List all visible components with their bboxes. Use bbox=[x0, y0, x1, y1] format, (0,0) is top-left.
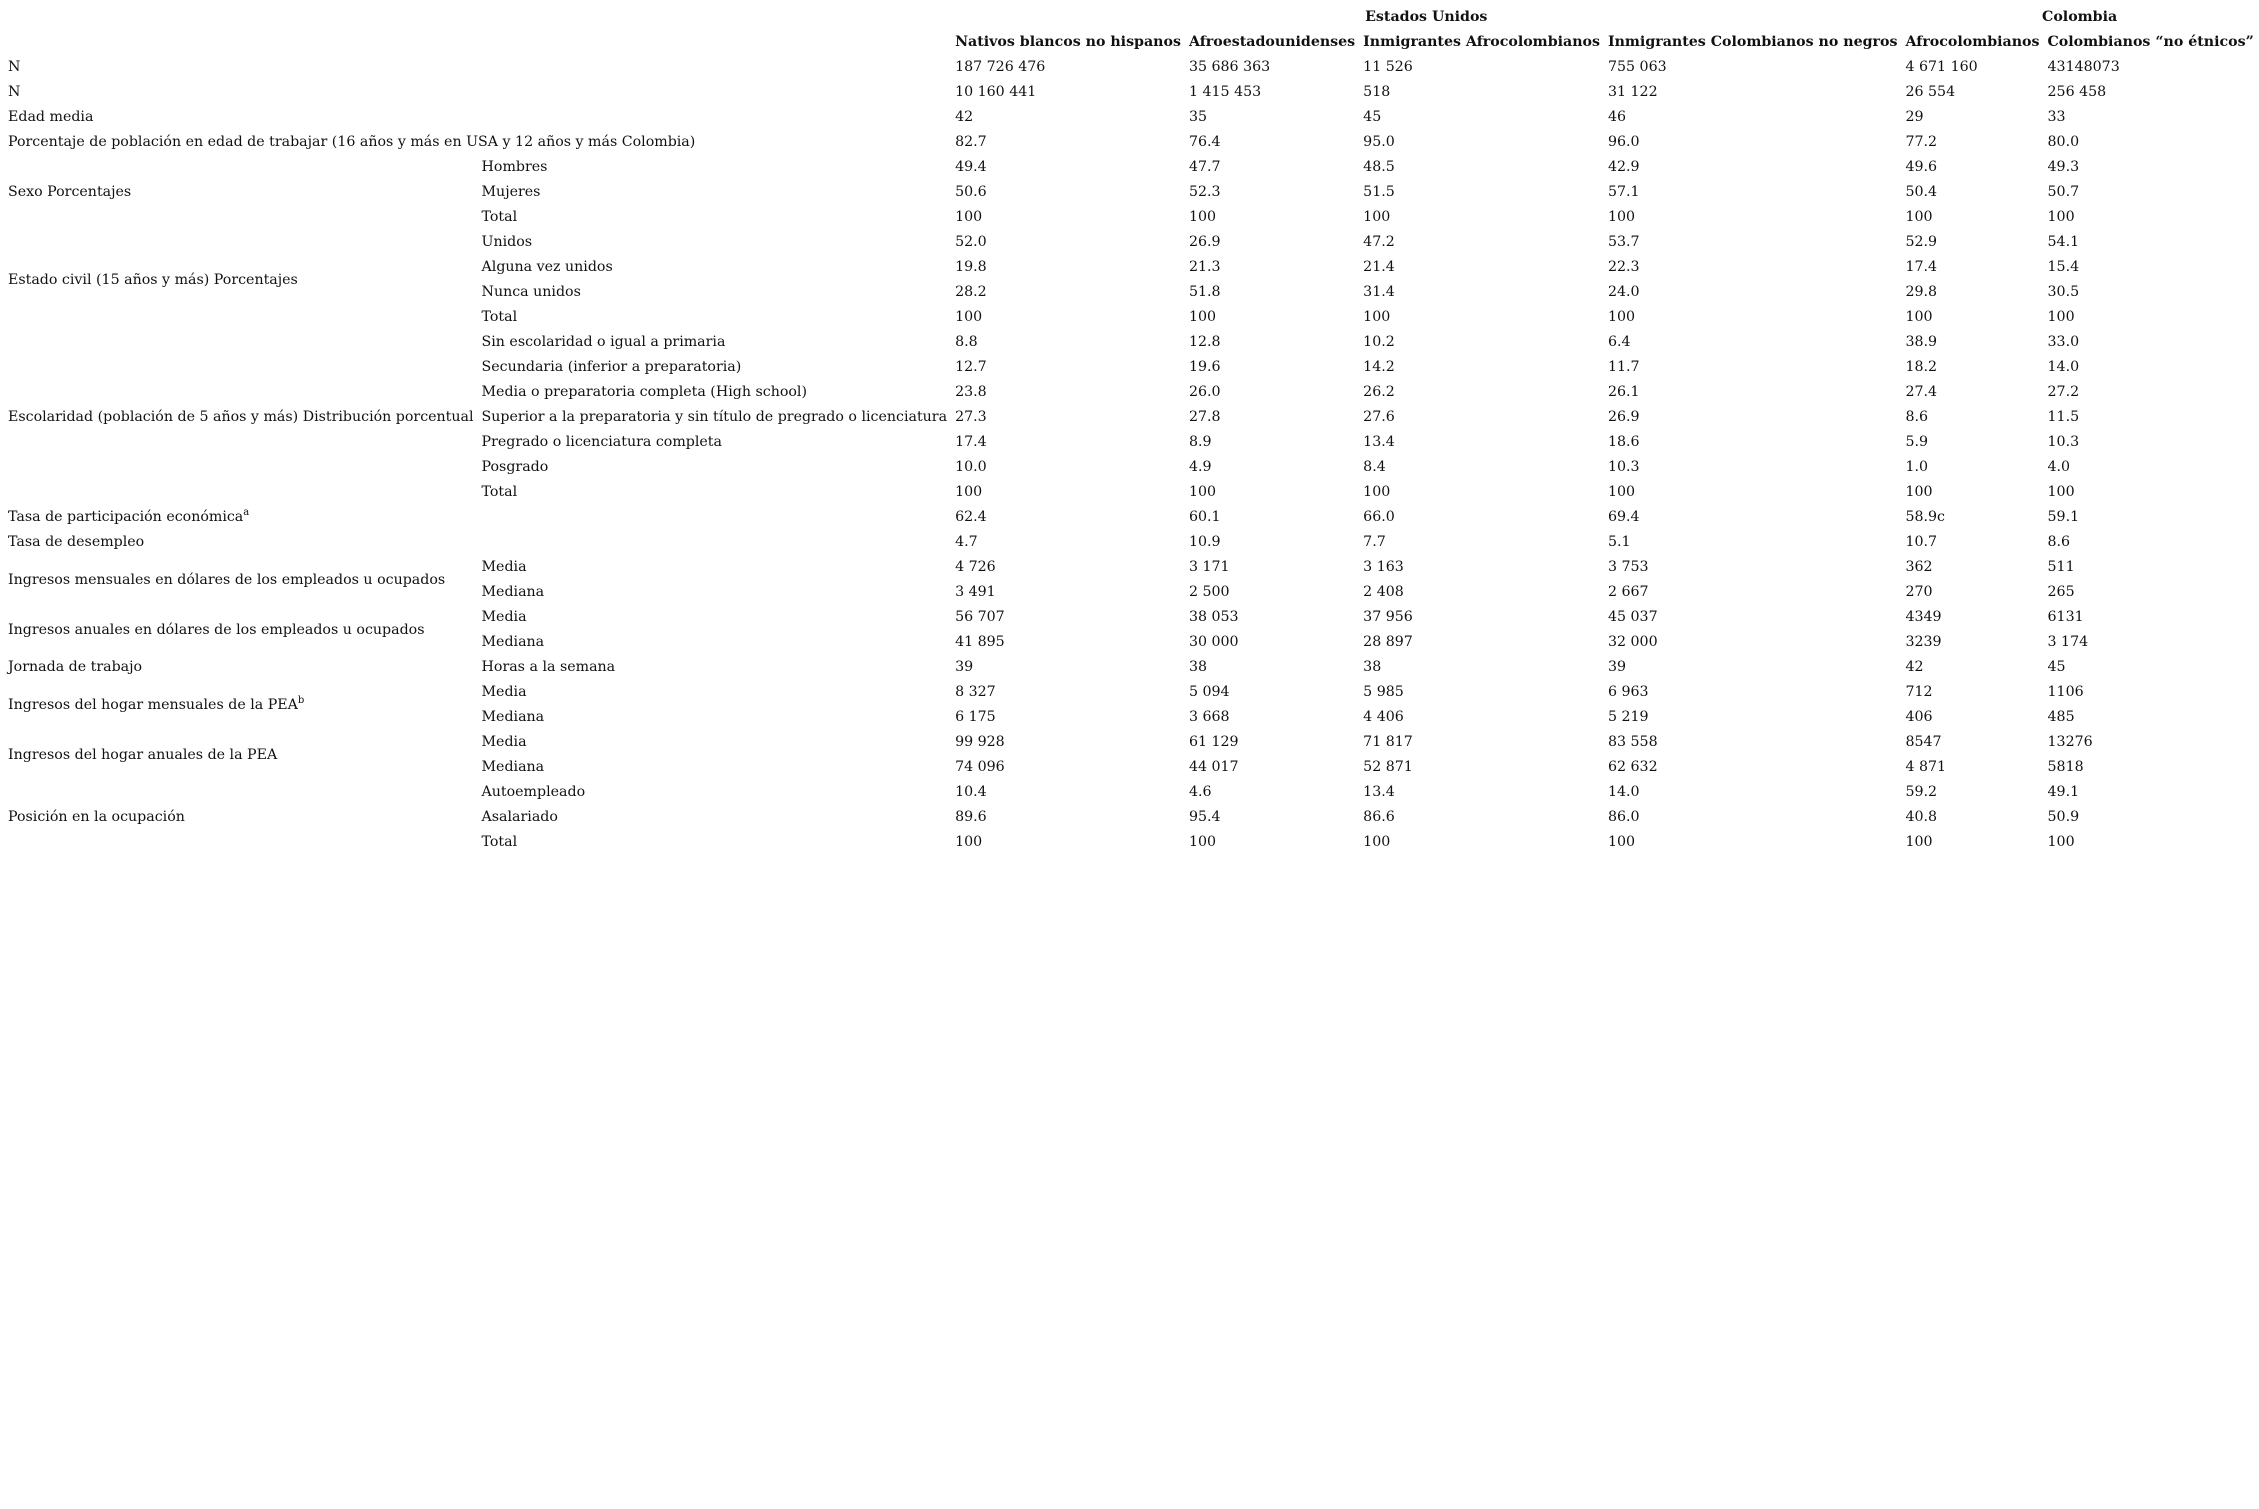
table-cell: 59.2 bbox=[1905, 784, 1938, 800]
table-row bbox=[5, 780, 2259, 805]
row-sublabel: Total bbox=[481, 484, 518, 500]
table-cell: 18.6 bbox=[1607, 434, 1640, 450]
row-label bbox=[5, 330, 479, 505]
table-cell: 44 017 bbox=[1188, 759, 1239, 775]
table-row bbox=[5, 655, 2259, 680]
table-cell: 4 406 bbox=[1363, 709, 1404, 725]
table-row bbox=[5, 80, 2259, 105]
table-cell: 21.3 bbox=[1188, 259, 1221, 275]
table-cell: 80.0 bbox=[2047, 134, 2080, 150]
table-cell: 100 bbox=[955, 834, 983, 850]
table-cell: 32 000 bbox=[1607, 634, 1658, 650]
row-label-text: Ingresos del hogar anuales de la PEA bbox=[8, 746, 278, 763]
table-cell: 28.2 bbox=[955, 284, 987, 300]
table-row bbox=[5, 530, 2259, 555]
table-cell: 8.6 bbox=[2047, 534, 2071, 550]
table-row bbox=[5, 155, 2259, 180]
table-cell: 30 000 bbox=[1188, 634, 1239, 650]
table-cell: 13.4 bbox=[1363, 434, 1395, 450]
table-cell: 41 895 bbox=[955, 634, 1005, 650]
row-sublabel: Mediana bbox=[481, 709, 545, 725]
table-cell: 50.9 bbox=[2047, 809, 2080, 825]
row-sublabel: Sin escolaridad o igual a primaria bbox=[481, 334, 726, 350]
table-cell: 15.4 bbox=[2047, 259, 2080, 275]
header-group-row bbox=[5, 5, 2259, 30]
table-cell: 49.3 bbox=[2047, 159, 2080, 175]
table-cell: 49.4 bbox=[955, 159, 987, 175]
table-cell: 42.9 bbox=[1607, 159, 1640, 175]
row-sublabel: Total bbox=[481, 834, 518, 850]
row-label bbox=[5, 105, 952, 130]
table-cell: 45 037 bbox=[1607, 609, 1658, 625]
table-cell: 6.4 bbox=[1607, 334, 1631, 350]
table-header bbox=[5, 5, 2259, 55]
row-label bbox=[5, 80, 952, 105]
row-sublabel: Mediana bbox=[481, 759, 545, 775]
row-sublabel: Nunca unidos bbox=[481, 284, 581, 300]
table-cell: 61 129 bbox=[1188, 734, 1239, 750]
table-cell: 35 686 363 bbox=[1188, 59, 1271, 75]
table-cell: 100 bbox=[1607, 834, 1636, 850]
table-cell: 11.7 bbox=[1607, 359, 1640, 375]
table-cell: 14.0 bbox=[2047, 359, 2080, 375]
table-cell: 77.2 bbox=[1905, 134, 1938, 150]
table-cell: 4 671 160 bbox=[1905, 59, 1978, 75]
table-cell: 8547 bbox=[1905, 734, 1942, 750]
table-cell: 100 bbox=[955, 484, 983, 500]
table-cell: 100 bbox=[1607, 309, 1636, 325]
table-cell: 60.1 bbox=[1188, 509, 1221, 525]
table-cell: 19.8 bbox=[955, 259, 987, 275]
table-cell: 31 122 bbox=[1607, 84, 1658, 100]
table-cell: 6131 bbox=[2047, 609, 2084, 625]
table-cell: 12.8 bbox=[1188, 334, 1221, 350]
row-sublabel: Horas a la semana bbox=[481, 659, 616, 675]
table-cell: 100 bbox=[1607, 209, 1636, 225]
table-cell: 712 bbox=[1905, 684, 1933, 700]
table-cell: 40.8 bbox=[1905, 809, 1938, 825]
table-cell: 100 bbox=[1905, 484, 1933, 500]
table-cell: 8.8 bbox=[955, 334, 978, 350]
row-label-text: Edad media bbox=[8, 109, 94, 125]
table-cell: 53.7 bbox=[1607, 234, 1640, 250]
row-sublabel: Alguna vez unidos bbox=[481, 259, 613, 275]
table-cell: 37 956 bbox=[1363, 609, 1413, 625]
table-cell: 96.0 bbox=[1607, 134, 1640, 150]
table-cell: 4.7 bbox=[955, 534, 978, 550]
table-cell: 52 871 bbox=[1363, 759, 1413, 775]
table-cell: 50.7 bbox=[2047, 184, 2080, 200]
table-row bbox=[5, 605, 2259, 630]
table-cell: 8 327 bbox=[955, 684, 996, 700]
table-cell: 33 bbox=[2047, 109, 2066, 125]
table-cell: 86.6 bbox=[1363, 809, 1395, 825]
table-cell: 23.8 bbox=[955, 384, 987, 400]
table-cell: 26.9 bbox=[1607, 409, 1640, 425]
table-cell: 62.4 bbox=[955, 509, 987, 525]
table-cell: 42 bbox=[955, 109, 974, 125]
table-cell: 27.2 bbox=[2047, 384, 2080, 400]
table-cell: 59.1 bbox=[2047, 509, 2080, 525]
row-sublabel: Media bbox=[481, 734, 527, 750]
row-label bbox=[5, 155, 479, 230]
table-cell: 47.2 bbox=[1363, 234, 1395, 250]
table-cell: 49.6 bbox=[1905, 159, 1938, 175]
row-label bbox=[5, 530, 952, 555]
table-cell: 8.4 bbox=[1363, 459, 1386, 475]
column-header: Inmigrantes Afrocolombianos bbox=[1363, 34, 1600, 50]
table-cell: 100 bbox=[1188, 834, 1217, 850]
table-cell: 11 526 bbox=[1363, 59, 1413, 75]
table-cell: 28 897 bbox=[1363, 634, 1413, 650]
table-cell: 52.9 bbox=[1905, 234, 1938, 250]
row-sublabel: Pregrado o licenciatura completa bbox=[481, 434, 722, 450]
header-empty-cell bbox=[479, 5, 953, 30]
table-cell: 56 707 bbox=[955, 609, 1005, 625]
table-cell: 3239 bbox=[1905, 634, 1942, 650]
row-sublabel: Secundaria (inferior a preparatoria) bbox=[481, 359, 742, 375]
table-row bbox=[5, 680, 2259, 705]
table-cell: 83 558 bbox=[1607, 734, 1658, 750]
table-cell: 99 928 bbox=[955, 734, 1005, 750]
row-sublabel: Total bbox=[481, 209, 518, 225]
table-cell: 24.0 bbox=[1607, 284, 1640, 300]
row-label bbox=[5, 230, 479, 330]
table-cell: 3 668 bbox=[1188, 709, 1230, 725]
row-sublabel: Posgrado bbox=[481, 459, 549, 475]
table-cell: 74 096 bbox=[955, 759, 1005, 775]
table-cell: 5 219 bbox=[1607, 709, 1649, 725]
table-cell: 100 bbox=[2047, 209, 2075, 225]
column-header: Nativos blancos no hispanos bbox=[955, 34, 1181, 50]
row-label-text: Tasa de desempleo bbox=[8, 534, 145, 550]
table-cell: 71 817 bbox=[1363, 734, 1413, 750]
table-cell: 45 bbox=[1363, 109, 1382, 125]
table-cell: 17.4 bbox=[955, 434, 987, 450]
row-label bbox=[5, 130, 952, 155]
table-cell: 12.7 bbox=[955, 359, 987, 375]
table-row bbox=[5, 230, 2259, 255]
table-cell: 31.4 bbox=[1363, 284, 1395, 300]
table-cell: 66.0 bbox=[1363, 509, 1395, 525]
table-cell: 10 160 441 bbox=[955, 84, 1037, 100]
table-cell: 38.9 bbox=[1905, 334, 1938, 350]
table-cell: 5 985 bbox=[1363, 684, 1404, 700]
table-cell: 50.4 bbox=[1905, 184, 1938, 200]
table-cell: 10.2 bbox=[1363, 334, 1395, 350]
table-cell: 38 bbox=[1363, 659, 1382, 675]
header-empty-cell bbox=[479, 30, 953, 55]
row-sublabel: Unidos bbox=[481, 234, 533, 250]
table-cell: 10.0 bbox=[955, 459, 987, 475]
table-cell: 5.1 bbox=[1607, 534, 1631, 550]
table-cell: 10.7 bbox=[1905, 534, 1938, 550]
column-header: Afroestadounidenses bbox=[1188, 34, 1356, 50]
row-label-text: Posición en la ocupación bbox=[8, 809, 185, 825]
row-label-text: Ingresos mensuales en dólares de los empleados u ocupados bbox=[8, 571, 446, 588]
header-empty-cell bbox=[5, 5, 479, 30]
table-cell: 100 bbox=[1905, 209, 1933, 225]
table-cell: 46 bbox=[1607, 109, 1627, 125]
table-cell: 100 bbox=[2047, 484, 2075, 500]
table-cell: 33.0 bbox=[2047, 334, 2080, 350]
table-row bbox=[5, 505, 2259, 530]
table-cell: 29 bbox=[1905, 109, 1924, 125]
row-label-text: Tasa de participación económica bbox=[8, 509, 244, 525]
footnote-marker: a bbox=[243, 507, 250, 518]
table-cell: 1106 bbox=[2047, 684, 2084, 700]
table-cell: 62 632 bbox=[1607, 759, 1658, 775]
table-cell: 100 bbox=[2047, 834, 2075, 850]
row-label-text: Ingresos del hogar mensuales de la PEA bbox=[8, 696, 298, 713]
table-cell: 43148073 bbox=[2047, 59, 2120, 75]
table-cell: 4.9 bbox=[1188, 459, 1212, 475]
table-cell: 100 bbox=[1188, 209, 1217, 225]
table-cell: 100 bbox=[1188, 309, 1217, 325]
table-cell: 6 963 bbox=[1607, 684, 1649, 700]
table-cell: 100 bbox=[1363, 309, 1391, 325]
table-cell: 27.3 bbox=[955, 409, 987, 425]
table-cell: 10.9 bbox=[1188, 534, 1221, 550]
table-cell: 50.6 bbox=[955, 184, 987, 200]
data-table bbox=[5, 5, 2259, 855]
row-sublabel: Media bbox=[481, 609, 527, 625]
table-cell: 95.4 bbox=[1188, 809, 1221, 825]
row-label bbox=[5, 505, 952, 530]
table-body bbox=[5, 55, 2259, 855]
table-cell: 5 094 bbox=[1188, 684, 1230, 700]
header-empty-cell bbox=[5, 30, 479, 55]
table-cell: 30.5 bbox=[2047, 284, 2080, 300]
table-cell: 26.2 bbox=[1363, 384, 1395, 400]
row-sublabel: Media bbox=[481, 684, 527, 700]
table-cell: 69.4 bbox=[1607, 509, 1640, 525]
row-sublabel: Total bbox=[481, 309, 518, 325]
header-group-colombia: Colombia bbox=[2042, 9, 2118, 25]
table-cell: 4.6 bbox=[1188, 784, 1212, 800]
table-cell: 10.3 bbox=[1607, 459, 1640, 475]
row-sublabel: Autoempleado bbox=[481, 784, 586, 800]
table-cell: 3 753 bbox=[1607, 559, 1649, 575]
row-label-text: Porcentaje de población en edad de trabajar (16 años y más en USA y 12 años y más Colombia) bbox=[8, 134, 696, 150]
table-cell: 45 bbox=[2047, 659, 2066, 675]
column-header: Colombianos “no étnicos” bbox=[2047, 34, 2254, 50]
table-cell: 100 bbox=[2047, 309, 2075, 325]
table-cell: 52.3 bbox=[1188, 184, 1221, 200]
table-cell: 86.0 bbox=[1607, 809, 1640, 825]
table-cell: 39 bbox=[1607, 659, 1627, 675]
row-label bbox=[5, 55, 952, 80]
table-cell: 4349 bbox=[1905, 609, 1942, 625]
table-cell: 100 bbox=[1363, 834, 1391, 850]
footnote-marker: b bbox=[297, 694, 305, 706]
table-cell: 100 bbox=[955, 209, 983, 225]
table-row bbox=[5, 55, 2259, 80]
table-cell: 265 bbox=[2047, 584, 2075, 600]
table-cell: 49.1 bbox=[2047, 784, 2080, 800]
table-cell: 4 871 bbox=[1905, 759, 1947, 775]
header-group-us: Estados Unidos bbox=[1365, 9, 1488, 25]
table-cell: 51.5 bbox=[1363, 184, 1395, 200]
table-cell: 51.8 bbox=[1188, 284, 1221, 300]
row-label-text: Estado civil (15 años y más) Porcentajes bbox=[8, 271, 298, 288]
table-cell: 38 bbox=[1188, 659, 1207, 675]
table-cell: 187 726 476 bbox=[955, 59, 1046, 75]
table-cell: 1.0 bbox=[1905, 459, 1929, 475]
table-row bbox=[5, 105, 2259, 130]
table-cell: 2 408 bbox=[1363, 584, 1404, 600]
table-cell: 518 bbox=[1363, 84, 1391, 100]
table-cell: 19.6 bbox=[1188, 359, 1221, 375]
table-cell: 89.6 bbox=[955, 809, 987, 825]
table-cell: 11.5 bbox=[2047, 409, 2080, 425]
table-cell: 27.6 bbox=[1363, 409, 1395, 425]
table-cell: 1 415 453 bbox=[1188, 84, 1262, 100]
table-cell: 3 491 bbox=[955, 584, 996, 600]
row-sublabel: Hombres bbox=[481, 159, 548, 175]
table-cell: 26.1 bbox=[1607, 384, 1640, 400]
table-cell: 4 726 bbox=[955, 559, 996, 575]
table-cell: 38 053 bbox=[1188, 609, 1239, 625]
table-cell: 48.5 bbox=[1363, 159, 1395, 175]
row-label bbox=[5, 605, 479, 655]
table-cell: 14.0 bbox=[1607, 784, 1640, 800]
table-cell: 7.7 bbox=[1363, 534, 1386, 550]
column-header: Inmigrantes Colombianos no negros bbox=[1607, 34, 1898, 50]
table-cell: 13276 bbox=[2047, 734, 2093, 750]
table-cell: 17.4 bbox=[1905, 259, 1938, 275]
table-cell: 21.4 bbox=[1363, 259, 1395, 275]
table-cell: 100 bbox=[1905, 834, 1933, 850]
row-label bbox=[5, 555, 479, 605]
table-cell: 26.9 bbox=[1188, 234, 1221, 250]
table-cell: 100 bbox=[1607, 484, 1636, 500]
table-cell: 2 667 bbox=[1607, 584, 1649, 600]
table-cell: 82.7 bbox=[955, 134, 987, 150]
table-cell: 3 163 bbox=[1363, 559, 1404, 575]
table-cell: 406 bbox=[1905, 709, 1933, 725]
table-cell: 22.3 bbox=[1607, 259, 1640, 275]
row-label-text: Jornada de trabajo bbox=[8, 659, 143, 675]
row-label-text: N bbox=[8, 59, 21, 75]
table-row bbox=[5, 730, 2259, 755]
table-cell: 100 bbox=[1905, 309, 1933, 325]
table-cell: 10.4 bbox=[955, 784, 987, 800]
row-label-text: Sexo Porcentajes bbox=[8, 184, 132, 200]
table-cell: 2 500 bbox=[1188, 584, 1230, 600]
column-header: Afrocolombianos bbox=[1905, 34, 2040, 50]
row-label-text: Ingresos anuales en dólares de los empleados u ocupados bbox=[8, 621, 425, 638]
table-row bbox=[5, 330, 2259, 355]
table-cell: 5.9 bbox=[1905, 434, 1929, 450]
table-cell: 256 458 bbox=[2047, 84, 2107, 100]
table-cell: 57.1 bbox=[1607, 184, 1640, 200]
table-cell: 58.9c bbox=[1905, 509, 1946, 525]
row-label-text: Escolaridad (población de 5 años y más) Distribución porcentual bbox=[8, 409, 474, 425]
row-sublabel: Media o preparatoria completa (High school) bbox=[481, 384, 807, 400]
row-label-text: N bbox=[8, 84, 21, 100]
row-sublabel: Media bbox=[481, 559, 527, 575]
table-cell: 27.4 bbox=[1905, 384, 1938, 400]
table-cell: 511 bbox=[2047, 559, 2075, 575]
row-label bbox=[5, 655, 479, 680]
row-sublabel: Mediana bbox=[481, 634, 545, 650]
table-cell: 6 175 bbox=[955, 709, 996, 725]
table-cell: 95.0 bbox=[1363, 134, 1395, 150]
table-cell: 362 bbox=[1905, 559, 1933, 575]
table-cell: 8.6 bbox=[1905, 409, 1929, 425]
table-cell: 47.7 bbox=[1188, 159, 1221, 175]
table-cell: 29.8 bbox=[1905, 284, 1938, 300]
table-cell: 8.9 bbox=[1188, 434, 1212, 450]
table-cell: 39 bbox=[955, 659, 974, 675]
table-cell: 3 171 bbox=[1188, 559, 1230, 575]
table-cell: 42 bbox=[1905, 659, 1924, 675]
table-cell: 13.4 bbox=[1363, 784, 1395, 800]
table-cell: 4.0 bbox=[2047, 459, 2071, 475]
table-cell: 100 bbox=[955, 309, 983, 325]
table-row bbox=[5, 130, 2259, 155]
table-cell: 10.3 bbox=[2047, 434, 2080, 450]
row-label bbox=[5, 780, 479, 855]
table-cell: 26.0 bbox=[1188, 384, 1221, 400]
table-cell: 3 174 bbox=[2047, 634, 2089, 650]
header-columns-row bbox=[5, 30, 2259, 55]
table-cell: 18.2 bbox=[1905, 359, 1938, 375]
table-cell: 26 554 bbox=[1905, 84, 1956, 100]
row-sublabel: Mediana bbox=[481, 584, 545, 600]
table-cell: 100 bbox=[1363, 209, 1391, 225]
row-label bbox=[5, 680, 479, 730]
row-label bbox=[5, 730, 479, 780]
table-row bbox=[5, 555, 2259, 580]
table-cell: 35 bbox=[1188, 109, 1207, 125]
table-cell: 270 bbox=[1905, 584, 1933, 600]
table-cell: 100 bbox=[1363, 484, 1391, 500]
table-cell: 100 bbox=[1188, 484, 1217, 500]
table-cell: 76.4 bbox=[1188, 134, 1221, 150]
table-cell: 5818 bbox=[2047, 759, 2084, 775]
table-cell: 27.8 bbox=[1188, 409, 1221, 425]
table-cell: 755 063 bbox=[1607, 59, 1667, 75]
table-cell: 52.0 bbox=[955, 234, 987, 250]
table-cell: 54.1 bbox=[2047, 234, 2080, 250]
row-sublabel: Mujeres bbox=[481, 184, 541, 200]
table-cell: 485 bbox=[2047, 709, 2075, 725]
table-cell: 14.2 bbox=[1363, 359, 1395, 375]
row-sublabel: Asalariado bbox=[481, 809, 558, 825]
row-sublabel: Superior a la preparatoria y sin título de pregrado o licenciatura bbox=[481, 409, 948, 425]
